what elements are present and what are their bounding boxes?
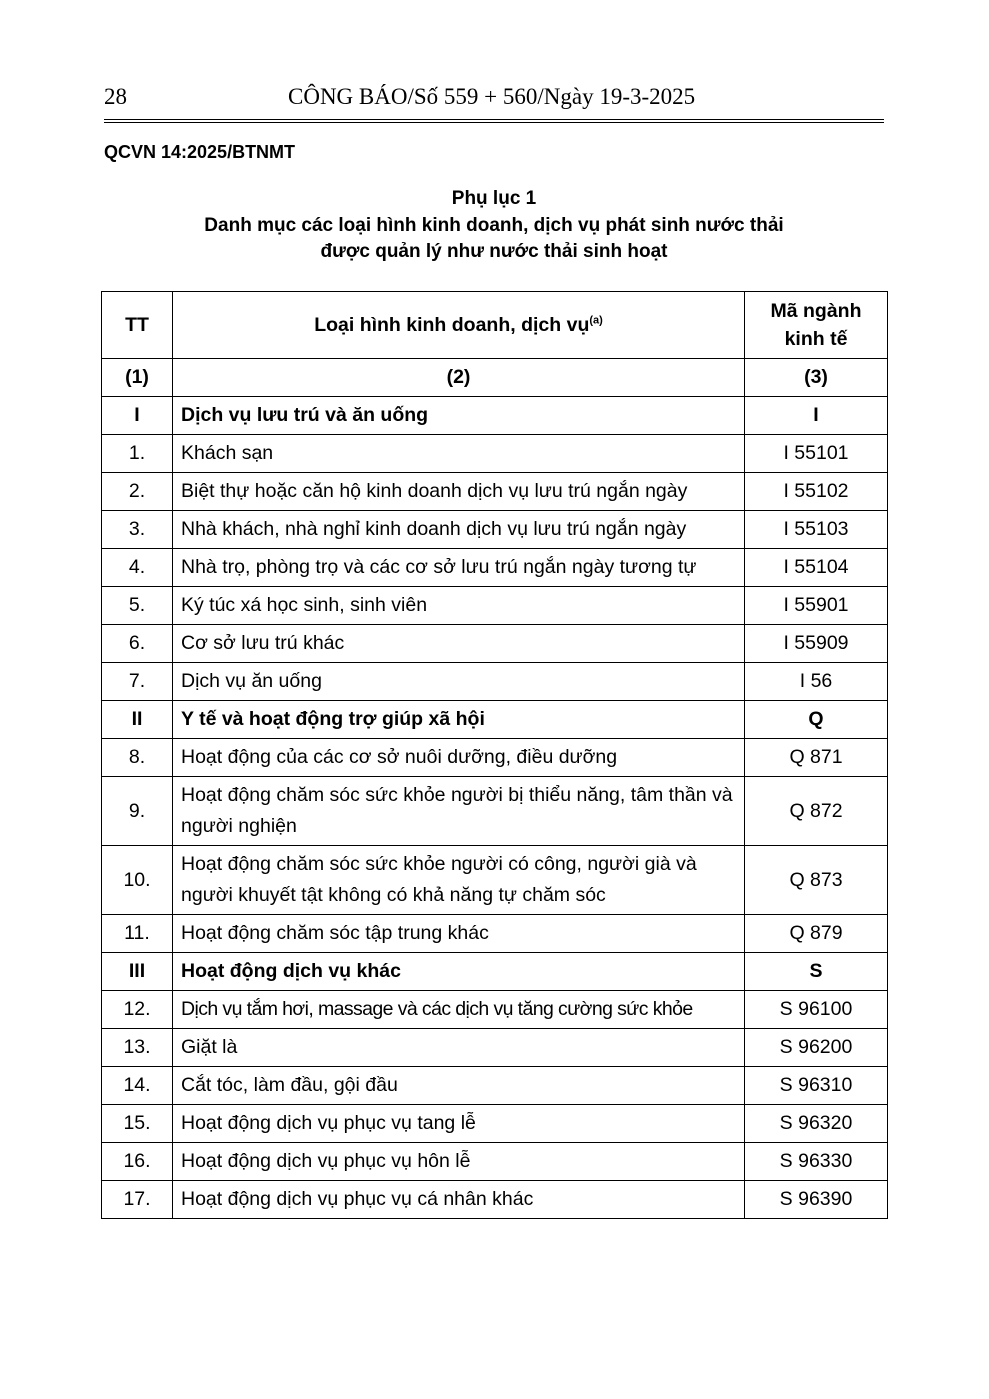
section-row bbox=[102, 701, 888, 739]
business-type-cell: Hoạt động của các cơ sở nuôi dưỡng, điều dưỡng bbox=[173, 739, 745, 777]
section-row bbox=[102, 397, 888, 435]
table-row bbox=[102, 549, 888, 587]
table-row bbox=[102, 1181, 888, 1219]
row-number: 13. bbox=[102, 1029, 173, 1067]
appendix-title bbox=[104, 186, 884, 266]
economic-code-cell: S 96200 bbox=[745, 1029, 888, 1067]
table-row bbox=[102, 846, 888, 915]
appendix-heading-line-1: Danh mục các loại hình kinh doanh, dịch vụ phát sinh nước thải bbox=[204, 214, 784, 236]
gazette-title: CÔNG BÁO/Số 559 + 560/Ngày 19-3-2025 bbox=[288, 84, 696, 109]
business-type-cell: Cơ sở lưu trú khác bbox=[173, 625, 745, 663]
header-economic-code-line-2: kinh tế bbox=[784, 328, 848, 350]
business-type-cell: Nhà khách, nhà nghỉ kinh doanh dịch vụ lưu trú ngắn ngày bbox=[173, 511, 745, 549]
row-number: 4. bbox=[102, 549, 173, 587]
table-row bbox=[102, 587, 888, 625]
row-number: 11. bbox=[102, 915, 173, 953]
section-row bbox=[102, 953, 888, 991]
economic-code-cell: Q 871 bbox=[745, 739, 888, 777]
header-business-type-label: Loại hình kinh doanh, dịch vụ bbox=[314, 313, 590, 336]
row-number: 15. bbox=[102, 1105, 173, 1143]
row-number: 5. bbox=[102, 587, 173, 625]
business-type-cell: Ký túc xá học sinh, sinh viên bbox=[173, 587, 745, 625]
row-number: 14. bbox=[102, 1067, 173, 1105]
column-number-1: (1) bbox=[102, 359, 173, 397]
table-row bbox=[102, 473, 888, 511]
business-type-cell: Hoạt động chăm sóc sức khỏe người có công, người già và người khuyết tật không có khả năng tự chăm sóc bbox=[173, 846, 745, 915]
row-number: I bbox=[102, 397, 173, 435]
footnote-marker: (a) bbox=[589, 314, 603, 326]
row-number: 8. bbox=[102, 739, 173, 777]
business-type-table bbox=[101, 291, 888, 1219]
row-number: 3. bbox=[102, 511, 173, 549]
business-type-cell: Hoạt động dịch vụ phục vụ tang lễ bbox=[173, 1105, 745, 1143]
business-type-cell: Hoạt động chăm sóc tập trung khác bbox=[173, 915, 745, 953]
economic-code-cell: S 96320 bbox=[745, 1105, 888, 1143]
row-number: 9. bbox=[102, 777, 173, 846]
table-row bbox=[102, 1143, 888, 1181]
economic-code-cell: Q 872 bbox=[745, 777, 888, 846]
economic-code-cell: S 96100 bbox=[745, 991, 888, 1029]
row-number: 17. bbox=[102, 1181, 173, 1219]
header-economic-code-line-1: Mã ngành bbox=[770, 300, 862, 322]
row-number: 16. bbox=[102, 1143, 173, 1181]
header-rule-bottom bbox=[104, 122, 884, 123]
business-type-cell: Nhà trọ, phòng trọ và các cơ sở lưu trú ngắn ngày tương tự bbox=[173, 549, 745, 587]
business-type-cell: Khách sạn bbox=[173, 435, 745, 473]
economic-code-cell: Q bbox=[745, 701, 888, 739]
row-number: II bbox=[102, 701, 173, 739]
economic-code-cell: I 55101 bbox=[745, 435, 888, 473]
header-tt: TT bbox=[102, 292, 173, 359]
header-rule-top bbox=[104, 119, 884, 120]
table-row bbox=[102, 1029, 888, 1067]
business-type-cell: Hoạt động dịch vụ phục vụ cá nhân khác bbox=[173, 1181, 745, 1219]
business-type-cell: Dịch vụ tắm hơi, massage và các dịch vụ tăng cường sức khỏe bbox=[173, 991, 745, 1029]
business-type-cell: Hoạt động dịch vụ phục vụ hôn lễ bbox=[173, 1143, 745, 1181]
header-business-type bbox=[173, 292, 745, 359]
table-row bbox=[102, 1105, 888, 1143]
row-number: 10. bbox=[102, 846, 173, 915]
table-row bbox=[102, 739, 888, 777]
economic-code-cell: I 55104 bbox=[745, 549, 888, 587]
header-economic-code bbox=[745, 292, 888, 359]
economic-code-cell: Q 873 bbox=[745, 846, 888, 915]
table-row bbox=[102, 435, 888, 473]
economic-code-cell: I 55103 bbox=[745, 511, 888, 549]
economic-code-cell: S 96330 bbox=[745, 1143, 888, 1181]
table-row bbox=[102, 625, 888, 663]
row-number: 2. bbox=[102, 473, 173, 511]
table-row bbox=[102, 915, 888, 953]
column-number-3: (3) bbox=[745, 359, 888, 397]
column-number-row bbox=[102, 359, 888, 397]
business-type-cell: Giặt là bbox=[173, 1029, 745, 1067]
business-type-cell: Biệt thự hoặc căn hộ kinh doanh dịch vụ lưu trú ngắn ngày bbox=[173, 473, 745, 511]
business-type-cell: Hoạt động chăm sóc sức khỏe người bị thiểu năng, tâm thần và người nghiện bbox=[173, 777, 745, 846]
economic-code-cell: I 56 bbox=[745, 663, 888, 701]
business-type-cell: Hoạt động dịch vụ khác bbox=[173, 953, 745, 991]
appendix-label: Phụ lục 1 bbox=[451, 188, 537, 209]
table-header-row bbox=[102, 292, 888, 359]
business-type-cell: Y tế và hoạt động trợ giúp xã hội bbox=[173, 701, 745, 739]
business-type-cell: Dịch vụ lưu trú và ăn uống bbox=[173, 397, 745, 435]
economic-code-cell: Q 879 bbox=[745, 915, 888, 953]
business-type-cell: Cắt tóc, làm đầu, gội đầu bbox=[173, 1067, 745, 1105]
column-number-2: (2) bbox=[173, 359, 745, 397]
table-row bbox=[102, 663, 888, 701]
row-number: 7. bbox=[102, 663, 173, 701]
page-number: 28 bbox=[104, 84, 127, 109]
table-row bbox=[102, 777, 888, 846]
appendix-heading-line-2: được quản lý như nước thải sinh hoạt bbox=[320, 241, 668, 262]
table-row bbox=[102, 1067, 888, 1105]
economic-code-cell: I 55901 bbox=[745, 587, 888, 625]
document-code: QCVN 14:2025/BTNMT bbox=[104, 142, 296, 162]
page-header bbox=[104, 84, 884, 116]
business-type-cell: Dịch vụ ăn uống bbox=[173, 663, 745, 701]
table-row bbox=[102, 511, 888, 549]
row-number: 1. bbox=[102, 435, 173, 473]
table-row bbox=[102, 991, 888, 1029]
economic-code-cell: S 96390 bbox=[745, 1181, 888, 1219]
economic-code-cell: I 55102 bbox=[745, 473, 888, 511]
row-number: III bbox=[102, 953, 173, 991]
row-number: 6. bbox=[102, 625, 173, 663]
economic-code-cell: S bbox=[745, 953, 888, 991]
economic-code-cell: I 55909 bbox=[745, 625, 888, 663]
economic-code-cell: I bbox=[745, 397, 888, 435]
row-number: 12. bbox=[102, 991, 173, 1029]
economic-code-cell: S 96310 bbox=[745, 1067, 888, 1105]
